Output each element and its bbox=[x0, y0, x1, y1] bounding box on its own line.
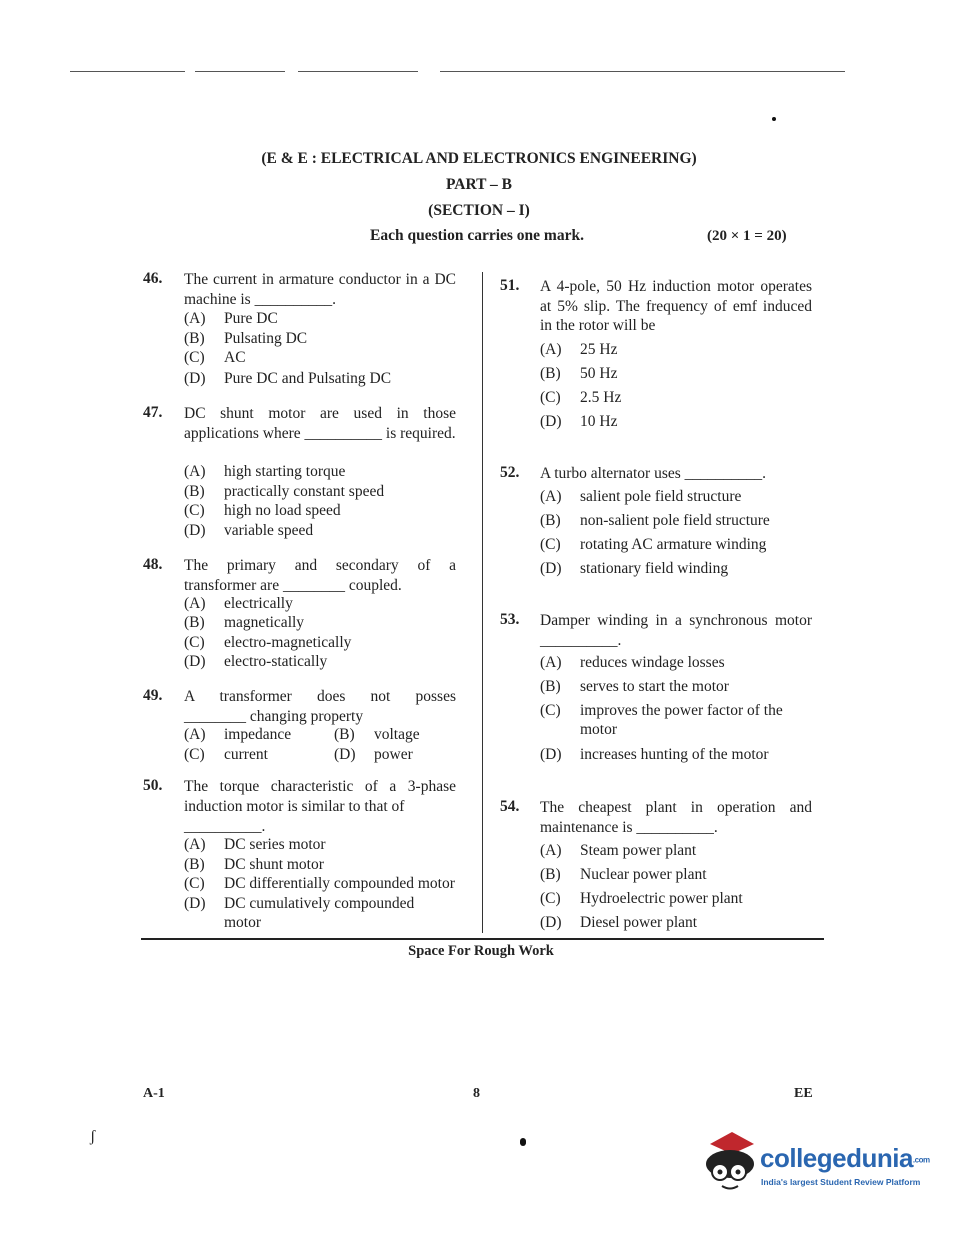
option-d: (D) power bbox=[334, 746, 413, 763]
question-number: 51. bbox=[500, 277, 520, 294]
option-c-cont: motor bbox=[580, 721, 618, 738]
option-b: (B) Nuclear power plant bbox=[540, 866, 707, 883]
part-title: PART – B bbox=[445, 176, 513, 193]
instruction: Each question carries one mark. bbox=[370, 227, 584, 244]
option-a: (A) 25 Hz bbox=[540, 341, 618, 358]
page-number: 8 bbox=[473, 1086, 480, 1101]
marks-scheme: (20 × 1 = 20) bbox=[707, 228, 787, 244]
question-number: 52. bbox=[500, 464, 520, 481]
option-a: (A) salient pole field structure bbox=[540, 488, 742, 505]
column-divider bbox=[482, 272, 483, 933]
option-b: (B) Pulsating DC bbox=[184, 330, 308, 347]
option-d: (D) stationary field winding bbox=[540, 560, 729, 577]
footer-subject: EE bbox=[794, 1086, 813, 1101]
top-rule bbox=[195, 71, 285, 72]
logo-text: collegedunia.com bbox=[760, 1143, 930, 1173]
option-b: (B) magnetically bbox=[184, 614, 305, 631]
top-rule bbox=[298, 71, 418, 72]
question-text: Damper winding in a synchronous motor __________. bbox=[540, 612, 812, 649]
question-text: A transformer does not posses bbox=[184, 688, 456, 705]
option-d: (D) variable speed bbox=[184, 522, 314, 539]
option-c: (C) improves the power factor of the bbox=[540, 702, 783, 719]
question-number: 50. bbox=[143, 777, 163, 794]
option-a: (A) electrically bbox=[184, 595, 293, 612]
section-title: (SECTION – I) bbox=[428, 202, 530, 219]
question-number: 49. bbox=[143, 687, 163, 704]
question-text: The cheapest plant in operation and maintenance is __________. bbox=[540, 799, 812, 836]
option-a: (A) Steam power plant bbox=[540, 842, 697, 859]
option-b: (B) practically constant speed bbox=[184, 483, 385, 500]
question-text: A turbo alternator uses __________. bbox=[540, 465, 767, 482]
option-d: (D) Pure DC and Pulsating DC bbox=[184, 370, 392, 387]
option-c: (C) rotating AC armature winding bbox=[540, 536, 767, 553]
option-a: (A) impedance bbox=[184, 726, 292, 743]
option-d: (D) Diesel power plant bbox=[540, 914, 698, 931]
question-text-cont: ________ changing property bbox=[184, 708, 364, 725]
logo-tagline: India's largest Student Review Platform bbox=[761, 1177, 921, 1187]
question-number: 54. bbox=[500, 798, 520, 815]
option-b: (B) non-salient pole field structure bbox=[540, 512, 770, 529]
scan-speck bbox=[520, 1138, 526, 1146]
option-a: (A) reduces windage losses bbox=[540, 654, 725, 671]
option-d: (D) DC cumulatively compounded bbox=[184, 895, 415, 912]
footer-code: A-1 bbox=[143, 1086, 165, 1101]
option-c: (C) DC differentially compounded motor bbox=[184, 875, 455, 892]
option-b: (B) serves to start the motor bbox=[540, 678, 729, 695]
top-rule bbox=[440, 71, 845, 72]
option-a: (A) DC series motor bbox=[184, 836, 326, 853]
question-number: 47. bbox=[143, 404, 163, 421]
option-c: (C) 2.5 Hz bbox=[540, 389, 622, 406]
question-text: The primary and secondary of a transformer are ________ coupled. bbox=[184, 557, 456, 594]
rough-work-label: Space For Rough Work bbox=[408, 943, 554, 959]
option-a: (A) Pure DC bbox=[184, 310, 278, 327]
mascot-icon bbox=[700, 1126, 760, 1196]
scan-speck bbox=[772, 117, 776, 121]
option-c: (C) current bbox=[184, 746, 268, 763]
option-c: (C) AC bbox=[184, 349, 246, 366]
top-rule bbox=[70, 71, 185, 72]
option-d: (D) electro-statically bbox=[184, 653, 328, 670]
subject-title: (E & E : ELECTRICAL AND ELECTRONICS ENGINEERING) bbox=[261, 150, 697, 167]
option-b: (B) 50 Hz bbox=[540, 365, 618, 382]
question-text-cont: __________. bbox=[184, 818, 266, 835]
option-c: (C) Hydroelectric power plant bbox=[540, 890, 743, 907]
bottom-rule bbox=[141, 938, 824, 940]
option-a: (A) high starting torque bbox=[184, 463, 346, 480]
question-number: 46. bbox=[143, 270, 163, 287]
question-text: The current in armature conductor in a DC machine is __________. bbox=[184, 271, 456, 308]
question-text: DC shunt motor are used in those applications where __________ is required. bbox=[184, 405, 456, 442]
option-b: (B) voltage bbox=[334, 726, 420, 743]
option-b: (B) DC shunt motor bbox=[184, 856, 324, 873]
question-text: A 4-pole, 50 Hz induction motor operates at 5% slip. The frequency of emf induced in the rotor will be bbox=[540, 278, 812, 334]
question-number: 53. bbox=[500, 611, 520, 628]
question-text: The torque characteristic of a 3-phase induction motor is similar to that of bbox=[184, 778, 456, 815]
option-d: (D) 10 Hz bbox=[540, 413, 618, 430]
mascot-graphic bbox=[700, 1126, 760, 1196]
question-number: 48. bbox=[143, 556, 163, 573]
option-d: (D) increases hunting of the motor bbox=[540, 746, 769, 763]
option-c: (C) high no load speed bbox=[184, 502, 341, 519]
option-d-cont: motor bbox=[224, 914, 262, 931]
option-c: (C) electro-magnetically bbox=[184, 634, 352, 651]
scan-mark: ʃ bbox=[90, 1128, 96, 1145]
